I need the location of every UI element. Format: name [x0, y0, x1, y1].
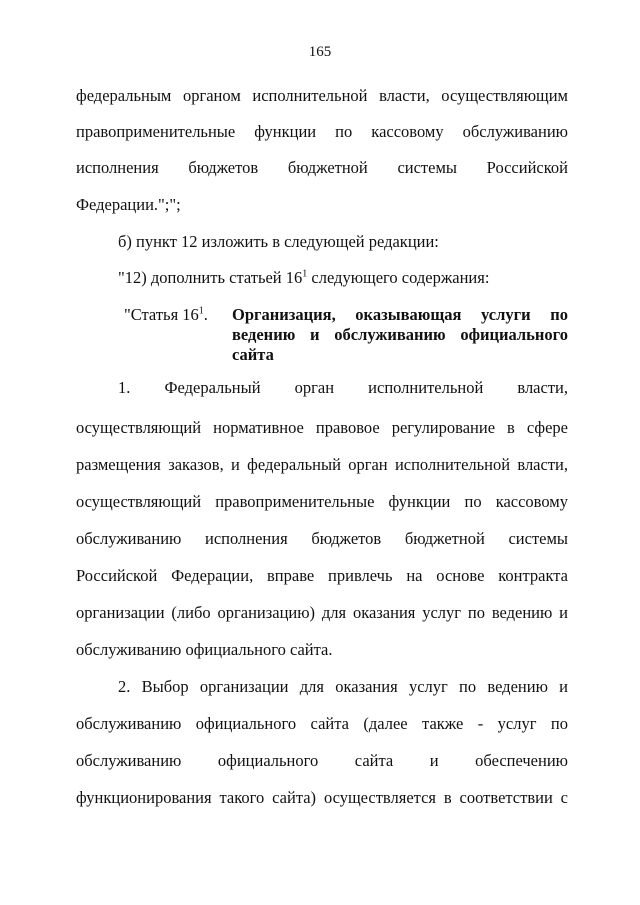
article-label-prefix: "Статья 16 — [124, 305, 199, 324]
item-12-line — [118, 268, 568, 288]
body-line: Федерации.";"; — [76, 195, 181, 214]
paragraph-2-line: функционирования такого сайта) осуществляется в соответствии с — [76, 788, 568, 807]
paragraph-1-line: 1. Федеральный орган исполнительной власти, — [118, 378, 568, 397]
paragraph-1-line: осуществляющий правоприменительные функции по кассовому — [76, 492, 568, 511]
body-line: федеральным органом исполнительной власти, осуществляющим — [76, 86, 568, 105]
article-title-line: сайта — [232, 345, 274, 364]
article-label-superscript: 1 — [198, 305, 204, 317]
paragraph-1-line: организации (либо организацию) для оказания услуг по ведению и — [76, 603, 568, 622]
paragraph-1-line: обслуживанию исполнения бюджетов бюджетной системы — [76, 529, 568, 548]
item-12-text-before: "12) дополнить статьей 16 — [118, 268, 303, 287]
page-number: 165 — [308, 44, 332, 60]
article-title-line: ведению и обслуживанию официального — [232, 325, 568, 344]
item-b-line: б) пункт 12 изложить в следующей редакции: — [118, 232, 439, 251]
paragraph-1-line: осуществляющий нормативное правовое регулирование в сфере — [76, 418, 568, 437]
body-line: исполнения бюджетов бюджетной системы Российской — [76, 158, 568, 177]
paragraph-2-line: обслуживанию официального сайта и обеспечению — [76, 751, 568, 770]
paragraph-1-line: размещения заказов, и федеральный орган исполнительной власти, — [76, 455, 568, 474]
paragraph-2-line: 2. Выбор организации для оказания услуг по ведению и — [118, 677, 568, 696]
body-line: правоприменительные функции по кассовому обслуживанию — [76, 122, 568, 141]
article-title-line: Организация, оказывающая услуги по — [232, 305, 568, 324]
article-label-suffix: . — [203, 305, 208, 324]
paragraph-1-line: Российской Федерации, вправе привлечь на основе контракта — [76, 566, 568, 585]
paragraph-1-line: обслуживанию официального сайта. — [76, 640, 333, 659]
article-label — [124, 305, 208, 325]
item-12-superscript: 1 — [302, 268, 308, 280]
item-12-text-after: следующего содержания: — [307, 268, 490, 287]
article-title — [232, 305, 568, 365]
paragraph-2-line: обслуживанию официального сайта (далее также - услуг по — [76, 714, 568, 733]
